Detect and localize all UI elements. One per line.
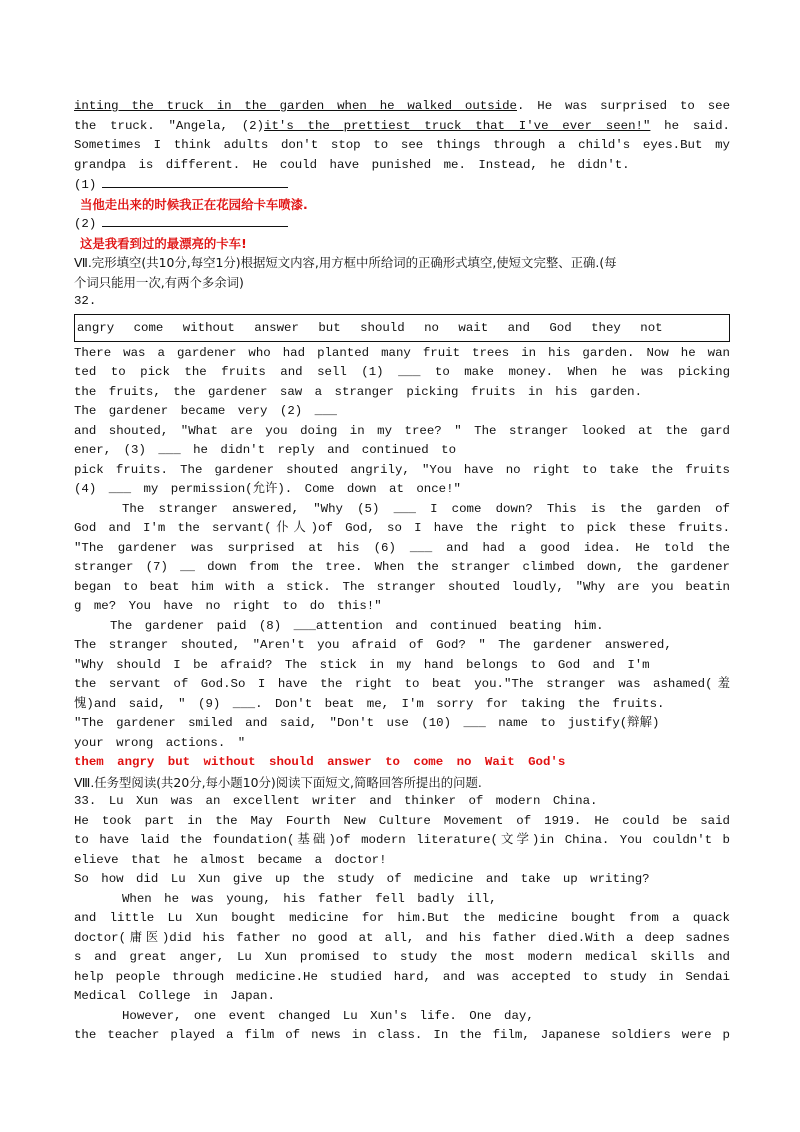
cloze-line: pick fruits. The gardener shouted angrily, "You have no right to take the fruits <box>74 462 730 477</box>
section-7-heading: Ⅶ.完形填空(共10分,每空1分)根据短文内容,用方框中所给词的正确形式填空,使短文完整、正确.(每 <box>74 255 617 270</box>
blank-underline <box>102 214 288 227</box>
reading-line: When he was young, his father fell badly ill, <box>122 891 497 906</box>
cloze-line: (4) ___ my permission(允许). Come down at once!" <box>74 482 461 496</box>
reading-line: help people through medicine.He studied hard, and was accepted to study in Sendai <box>74 969 730 984</box>
cloze-line: 愧)and said, " (9) ___. Don't beat me, I'm sorry for taking the fruits. <box>74 696 665 711</box>
passage-line: grandpa is different. He could have punished me. Instead, he didn't. <box>74 157 630 172</box>
word-bank-box: angry come without answer but should no wait and God they not <box>74 314 730 342</box>
cloze-line: g me? You have no right to do this!" <box>74 599 382 613</box>
cloze-line: the servant of God.So I have the right to beat you."The stranger was ashamed(羞 <box>74 677 730 691</box>
cloze-line: "Why should I be afraid? The stick in my hand belongs to God and I'm <box>74 657 650 672</box>
cloze-line: your wrong actions. " <box>74 735 246 750</box>
passage-line: Sometimes I think adults don't stop to see things through a child's eyes.But my <box>74 138 730 152</box>
section-8-heading: Ⅷ.任务型阅读(共20分,每小题10分)阅读下面短文,简略回答所提出的问题. <box>74 774 482 790</box>
cloze-line: The gardener paid (8) ___attention and continued beating him. <box>110 618 604 633</box>
reading-line: So how did Lu Xun give up the study of medicine and take up writing? <box>74 872 650 886</box>
cloze-line: and shouted, "What are you doing in my tree? " The stranger looked at the gard <box>74 423 730 438</box>
passage-line: inting the truck in the garden when he walked outside. He was surprised to see <box>74 99 730 113</box>
section-7-heading-cont: 个词只能用一次,有两个多余词) <box>74 274 244 290</box>
blank-underline <box>102 175 288 188</box>
reading-line: 33. Lu Xun was an excellent writer and thinker of modern China. <box>74 794 598 808</box>
answer-text-2: 这是我看到过的最漂亮的卡车! <box>80 235 247 251</box>
reading-line: the teacher played a film of news in class. In the film, Japanese soldiers were p <box>74 1028 730 1042</box>
cloze-line: "The gardener smiled and said, "Don't use (10) ___ name to justify(辩解) <box>74 716 660 730</box>
question-number: 32. <box>74 294 97 308</box>
cloze-line: The stranger answered, "Why (5) ___ I come down? This is the garden of <box>122 501 730 516</box>
cloze-line: There was a gardener who had planted many fruit trees in his garden. Now he wan <box>74 345 730 360</box>
document-page <box>74 97 730 1046</box>
reading-line: doctor(庸医)did his father no good at all, and his father died.With a deep sadnes <box>74 930 730 945</box>
answer-key: them angry but without should answer to come no Wait God's <box>74 755 566 769</box>
cloze-line: "The gardener was surprised at his (6) ___ and had a good idea. He told the <box>74 540 730 555</box>
underlined-sentence-2: it's the prettiest truck that I've ever seen!" <box>264 118 651 133</box>
answer-blank-2: (2) <box>74 214 730 234</box>
reading-line: and little Lu Xun bought medicine for him.But the medicine bought from a quack <box>74 911 730 925</box>
reading-line: elieve that he almost became a doctor! <box>74 852 387 867</box>
reading-line: He took part in the May Fourth New Culture Movement of 1919. He could be said <box>74 813 730 828</box>
answer-blank-1: (1) <box>74 175 730 195</box>
reading-line: to have laid the foundation(基础)of modern literature(文学)in China. You couldn't b <box>74 833 730 847</box>
cloze-line: The stranger shouted, "Aren't you afraid of God? " The gardener answered, <box>74 638 672 652</box>
underlined-sentence-1: inting the truck in the garden when he walked outside <box>74 99 517 113</box>
reading-line: However, one event changed Lu Xun's life. One day, <box>122 1008 534 1023</box>
reading-line: s and great anger, Lu Xun promised to study the most modern medical skills and <box>74 950 730 964</box>
cloze-line: began to beat him with a stick. The stranger shouted loudly, "Why are you beatin <box>74 579 730 594</box>
cloze-line: stranger (7) __ down from the tree. When the stranger climbed down, the gardener <box>74 560 730 574</box>
answer-text-1: 当他走出来的时候我正在花园给卡车喷漆. <box>80 196 308 212</box>
cloze-line: ener, (3) ___ he didn't reply and continued to <box>74 443 457 457</box>
reading-line: Medical College in Japan. <box>74 989 275 1003</box>
cloze-line: God and I'm the servant(仆人)of God, so I have the right to pick these fruits. <box>74 521 730 535</box>
passage-line: the truck. "Angela, (2)it's the prettiest truck that I've ever seen!" he said. <box>74 118 730 133</box>
cloze-line: ted to pick the fruits and sell (1) ___ to make money. When he was picking <box>74 365 730 379</box>
cloze-line: the fruits, the gardener saw a stranger picking fruits in his garden. <box>74 384 643 399</box>
cloze-line: The gardener became very (2) ___ <box>74 404 337 418</box>
